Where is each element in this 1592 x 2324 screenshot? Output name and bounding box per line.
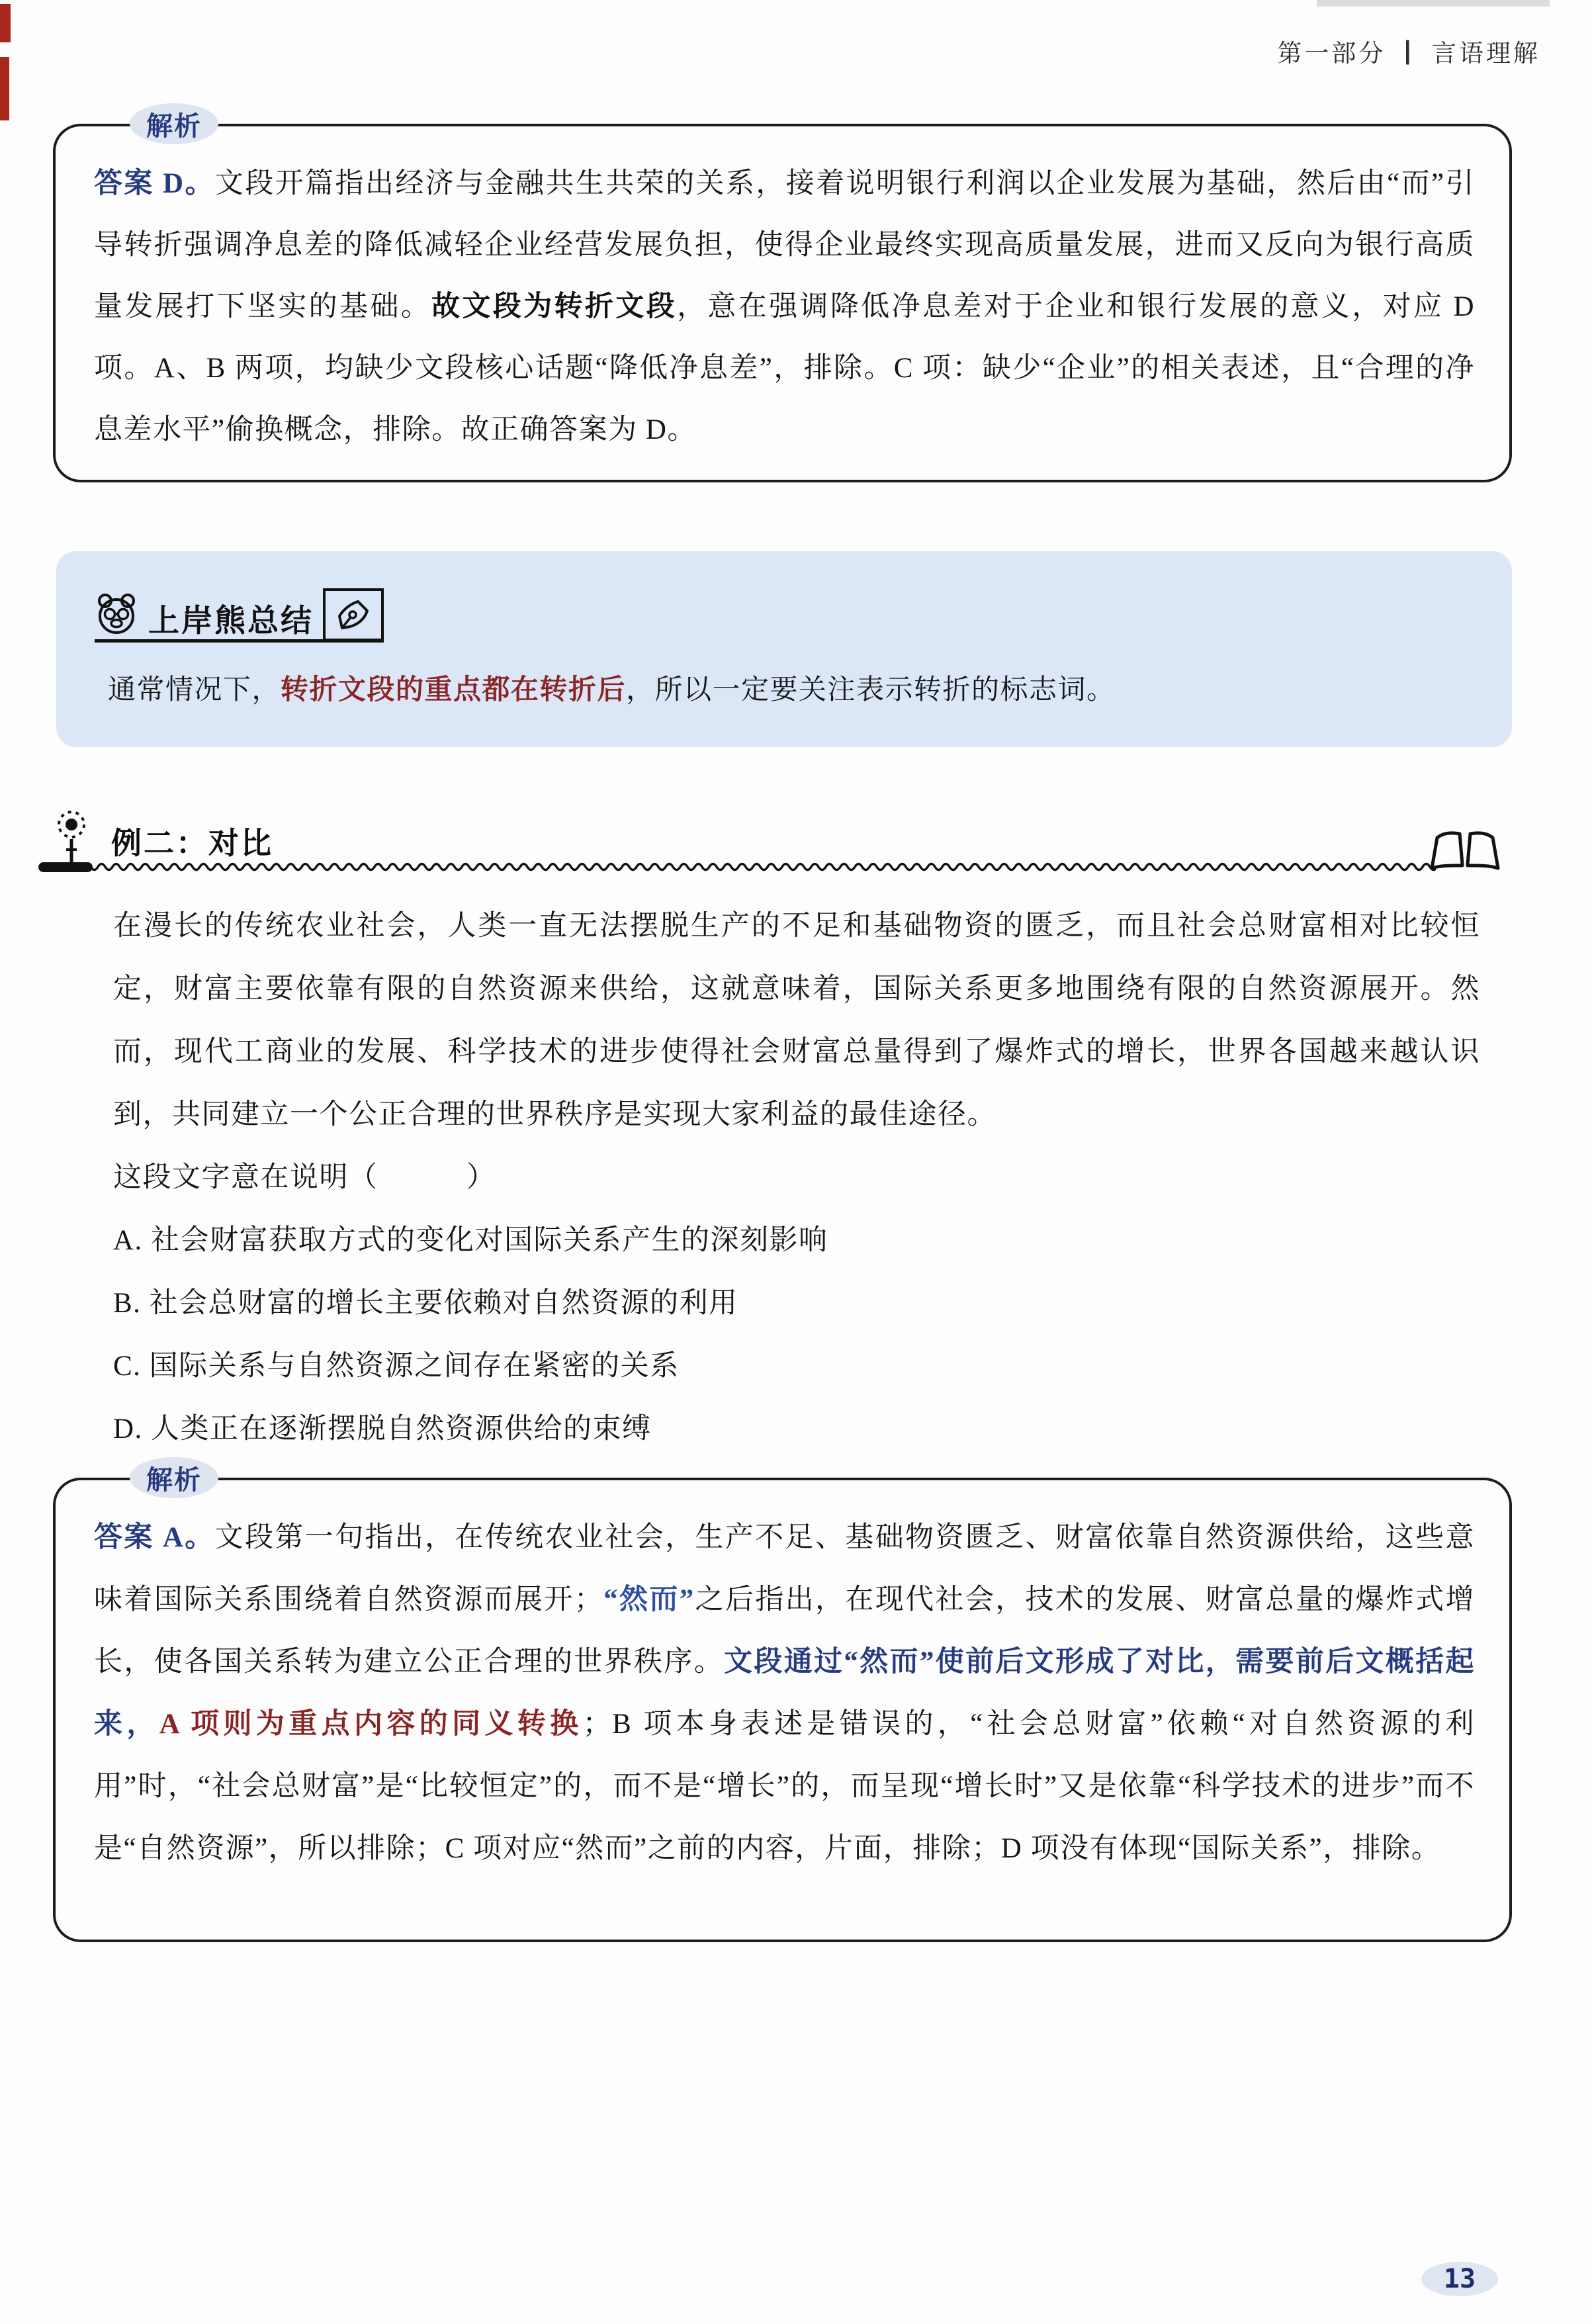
- reading-passage: 在漫长的传统农业社会，人类一直无法摆脱生产的不足和基础物资的匮乏，而且社会总财富相对比较恒定，财富主要依靠有限的自然资源来供给，这就意味着，国际关系更多地围绕有限的自然资源展开。然而，现代工商业的发展、科学技术的进步使得社会财富总量得到了爆炸式的增长，世界各国越来越认识到，共同建立一个公正合理的世界秩序是实现大家利益的最佳途径。: [113, 911, 1480, 1130]
- wavy-divider-endcap: [38, 862, 93, 872]
- analysis-box-2: [53, 1478, 1512, 1942]
- page-number-badge: [1421, 2262, 1498, 2296]
- open-book-icon: [1428, 828, 1502, 871]
- option-b: B. 社会总财富的增长主要依赖对自然资源的利用: [113, 1288, 738, 1319]
- analysis-badge: [130, 1457, 218, 1498]
- wavy-path: [40, 864, 1436, 870]
- analysis-badge-label: 解析: [146, 1464, 202, 1495]
- analysis-2-text: 答案 A。文段第一句指出，在传统农业社会，生产不足、基础物资匮乏、财富依靠自然资源供给，这些意味着国际关系围绕着自然资源而展开；“然而”之后指出，在现代社会，技术的发展、财富总量的爆炸式增长，使各国关系转为建立公正合理的世界秩序。文段通过“然而”使前后文形成了对比，需要前后文概括起来，A 项则为重点内容的同义转换；B 项本身表述是错误的，“社会总财富”依赖“对自然资源的利用”时，“社会总财富”是“比较恒定”的，而不是“增长”的，而呈现“增长时”又是依靠“科学技术的进步”而不是“自然资源”，所以排除；C 项对应“然而”之前的内容，片面，排除；D 项没有体现“国际关系”，排除。: [94, 1522, 1476, 1864]
- summary-box: [56, 551, 1512, 747]
- analysis-box-1: [53, 124, 1512, 482]
- analysis-1-text: 答案 D。文段开篇指出经济与金融共生共荣的关系，接着说明银行利润以企业发展为基础，然后由“而”引导转折强调净息差的降低减轻企业经营发展负担，使得企业最终实现高质量发展，进而又反向为银行高质量发展打下坚实的基础。故文段为转折文段，意在强调降低净息差对于企业和银行发展的意义，对应 D 项。A、B 两项，均缺少文段核心话题“降低净息差”，排除。C 项：缺少“企业”的相关表述，且“合理的净息差水平”偷换概念，排除。故正确答案为 D。: [94, 168, 1476, 445]
- pen-box-frame: [323, 588, 384, 641]
- example-section-title: 例二：对比: [111, 826, 273, 860]
- bear-icon: [97, 592, 136, 636]
- page-number: 13: [1443, 2264, 1476, 2294]
- summary-title-underline: [95, 639, 384, 643]
- wavy-divider: [38, 859, 1436, 875]
- scan-artifact-gray: [1317, 0, 1550, 7]
- option-a: A. 社会财富获取方式的变化对国际关系产生的深刻影响: [113, 1225, 828, 1256]
- scan-artifact-red: [0, 4, 11, 42]
- option-d: D. 人类正在逐渐摆脱自然资源供给的束缚: [113, 1413, 652, 1445]
- analysis-badge: [130, 103, 218, 144]
- summary-text: 通常情况下，转折文段的重点都在转折后，所以一定要关注表示转折的标志词。: [108, 675, 1116, 705]
- question-block: [113, 895, 1480, 1460]
- option-c: C. 国际关系与自然资源之间存在紧密的关系: [113, 1351, 680, 1382]
- page-header: 第一部分 ┃ 言语理解: [1277, 40, 1540, 67]
- analysis-badge-label: 解析: [146, 111, 202, 141]
- pen-nib-icon: [335, 596, 371, 633]
- scan-artifact-red: [0, 57, 9, 120]
- question-stem: 这段文字意在说明（ ）: [113, 1162, 496, 1193]
- summary-title: 上岸熊总结: [148, 603, 314, 638]
